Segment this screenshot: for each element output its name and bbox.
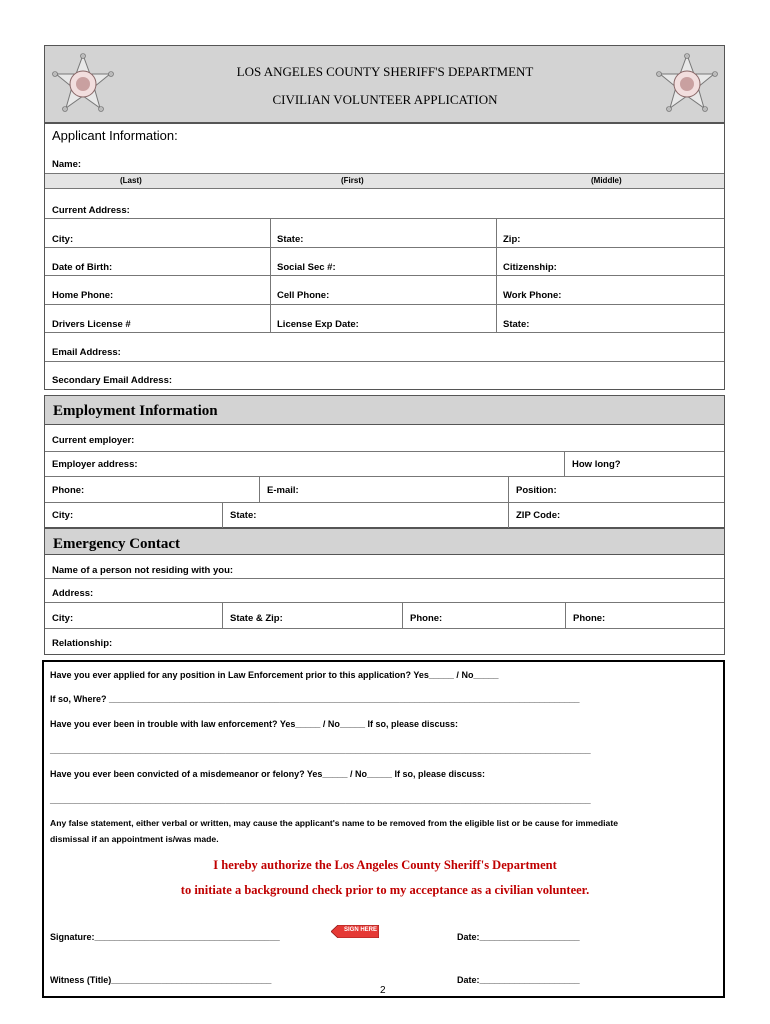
relationship-label[interactable]: Relationship:: [52, 638, 113, 649]
name-subheader-bar: [45, 173, 724, 189]
row-divider: [45, 247, 724, 248]
employment-section-title: Employment Information: [44, 395, 725, 425]
false-statement-disclaimer-continued: dismissal if an appointment is/was made.: [50, 834, 219, 844]
license-exp-label[interactable]: License Exp Date:: [277, 319, 359, 330]
law-enforcement-application-question[interactable]: Have you ever applied for any position in Law Enforcement prior to this application? Yes_____ / No_____: [50, 670, 499, 680]
questions-section: [42, 660, 725, 998]
row-divider: [45, 476, 724, 477]
header-box: [44, 45, 725, 123]
applicant-section-title: Applicant Information:: [52, 128, 178, 143]
authorization-statement-continued: to initiate a background check prior to my acceptance as a civilian volunteer.: [180, 883, 590, 897]
column-divider: [259, 477, 260, 502]
row-divider: [45, 628, 724, 629]
trouble-discussion-line[interactable]: ____________________________________________________________________________________________________________: [50, 745, 591, 755]
date-of-birth-label[interactable]: Date of Birth:: [52, 262, 113, 273]
position-label[interactable]: Position:: [516, 485, 557, 496]
last-name-caption: (Last): [120, 176, 142, 185]
emergency-city-label[interactable]: City:: [52, 613, 74, 624]
row-divider: [45, 361, 724, 362]
zip-label[interactable]: Zip:: [503, 234, 521, 245]
false-statement-disclaimer: Any false statement, either verbal or written, may cause the applicant's name to be removed from the eligible list or be cause for immediate: [50, 818, 618, 828]
sheriff-star-icon: [50, 52, 116, 118]
employment-phone-label[interactable]: Phone:: [52, 485, 85, 496]
license-state-label[interactable]: State:: [503, 319, 530, 330]
current-address-label[interactable]: Current Address:: [52, 205, 130, 216]
applicant-section: [44, 123, 725, 390]
citizenship-label[interactable]: Citizenship:: [503, 262, 557, 273]
row-divider: [45, 451, 724, 452]
row-divider: [45, 578, 724, 579]
column-divider: [496, 219, 497, 332]
sign-here-tag[interactable]: [331, 925, 379, 938]
employment-city-label[interactable]: City:: [52, 510, 74, 521]
row-divider: [45, 218, 724, 219]
department-title: LOS ANGELES COUNTY SHERIFF'S DEPARTMENT: [236, 64, 534, 79]
page-number: 2: [380, 985, 386, 996]
witness-field[interactable]: Witness (Title)________________________________: [50, 975, 272, 985]
how-long-label[interactable]: How long?: [572, 459, 621, 470]
secondary-email-label[interactable]: Secondary Email Address:: [52, 375, 173, 386]
emergency-phone-label[interactable]: Phone:: [410, 613, 443, 624]
sheriff-star-icon: [654, 52, 720, 118]
state-label[interactable]: State:: [277, 234, 304, 245]
column-divider: [222, 603, 223, 628]
emergency-section-title: Emergency Contact: [44, 528, 725, 555]
email-label[interactable]: Email Address:: [52, 347, 121, 358]
application-title: CIVILIAN VOLUNTEER APPLICATION: [272, 92, 498, 107]
social-security-label[interactable]: Social Sec #:: [277, 262, 336, 273]
middle-name-caption: (Middle): [591, 176, 622, 185]
emergency-address-label[interactable]: Address:: [52, 588, 94, 599]
column-divider: [565, 603, 566, 628]
convicted-question[interactable]: Have you ever been convicted of a misdemeanor or felony? Yes_____ / No_____ If so, please discuss:: [50, 769, 486, 779]
column-divider: [402, 603, 403, 628]
first-name-caption: (First): [341, 176, 364, 185]
column-divider: [222, 503, 223, 528]
witness-date-field[interactable]: Date:____________________: [457, 975, 580, 985]
employment-state-label[interactable]: State:: [230, 510, 257, 521]
drivers-license-label[interactable]: Drivers License #: [52, 319, 131, 330]
row-divider: [45, 275, 724, 276]
work-phone-label[interactable]: Work Phone:: [503, 290, 562, 301]
signature-field[interactable]: Signature:_____________________________________: [50, 932, 280, 942]
current-employer-label[interactable]: Current employer:: [52, 435, 135, 446]
emergency-state-zip-label[interactable]: State & Zip:: [230, 613, 283, 624]
row-divider: [45, 304, 724, 305]
employment-email-label[interactable]: E-mail:: [267, 485, 299, 496]
column-divider: [270, 219, 271, 332]
row-divider: [45, 332, 724, 333]
employment-zip-label[interactable]: ZIP Code:: [516, 510, 561, 521]
row-divider: [45, 602, 724, 603]
row-divider: [45, 502, 724, 503]
convicted-discussion-line[interactable]: ____________________________________________________________________________________________________________: [50, 795, 591, 805]
authorization-statement: I hereby authorize the Los Angeles County Sheriff's Department: [213, 858, 557, 872]
emergency-name-label[interactable]: Name of a person not residing with you:: [52, 565, 234, 576]
employer-address-label[interactable]: Employer address:: [52, 459, 138, 470]
where-applied-field[interactable]: If so, Where? ______________________________________________________________________________________________: [50, 694, 580, 704]
column-divider: [564, 452, 565, 476]
sign-here-label: SIGN HERE: [344, 927, 378, 933]
cell-phone-label[interactable]: Cell Phone:: [277, 290, 330, 301]
city-label[interactable]: City:: [52, 234, 74, 245]
name-label[interactable]: Name:: [52, 159, 82, 170]
emergency-phone2-label[interactable]: Phone:: [573, 613, 606, 624]
signature-date-field[interactable]: Date:____________________: [457, 932, 580, 942]
trouble-with-law-question[interactable]: Have you ever been in trouble with law enforcement? Yes_____ / No_____ If so, please discuss:: [50, 719, 458, 729]
home-phone-label[interactable]: Home Phone:: [52, 290, 114, 301]
